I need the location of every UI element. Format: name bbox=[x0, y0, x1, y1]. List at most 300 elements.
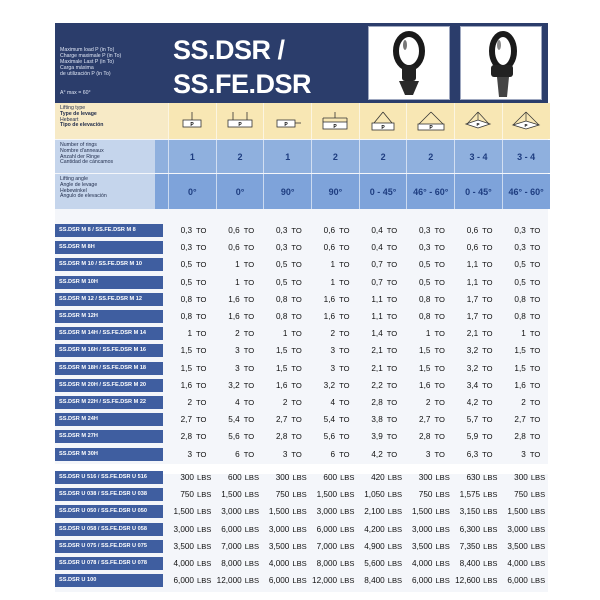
load-cell bbox=[454, 504, 502, 519]
rings-label: Cantidad de cáncamos bbox=[60, 159, 114, 166]
load-cell bbox=[502, 223, 550, 238]
product-code: SS.DSR U 038 / SS.FE.DSR U 038 bbox=[55, 488, 163, 501]
imperial-row bbox=[55, 556, 548, 571]
load-cell bbox=[263, 292, 311, 307]
load-unit: TO bbox=[386, 277, 398, 287]
load-value: 1,1 bbox=[371, 312, 383, 321]
load-cell bbox=[454, 257, 502, 272]
load-unit: TO bbox=[339, 398, 350, 407]
load-value: 4,000 bbox=[173, 559, 194, 568]
load-value: 0,3 bbox=[514, 226, 526, 235]
load-unit: LBS bbox=[435, 473, 450, 482]
load-unit: TO bbox=[529, 398, 541, 407]
load-cell bbox=[502, 573, 550, 588]
load-unit: TO bbox=[243, 294, 255, 304]
load-unit: LBS bbox=[483, 490, 498, 500]
load-cell bbox=[263, 223, 311, 238]
load-unit: TO bbox=[196, 346, 207, 356]
double-side-lift-icon bbox=[320, 110, 350, 132]
load-value: 6 bbox=[235, 449, 240, 459]
load-unit: LBS bbox=[340, 576, 355, 586]
metric-row bbox=[55, 240, 548, 255]
load-cell bbox=[263, 447, 311, 462]
load-value: 0,5 bbox=[514, 260, 526, 270]
load-cell bbox=[263, 487, 311, 502]
load-unit: LBS bbox=[530, 559, 546, 568]
load-unit: TO bbox=[339, 380, 350, 390]
load-cell bbox=[216, 412, 264, 427]
metric-row bbox=[55, 361, 548, 376]
load-value: 2,1 bbox=[466, 329, 479, 339]
load-value: 0,8 bbox=[514, 312, 526, 321]
load-cell bbox=[311, 309, 359, 324]
load-value: 0,8 bbox=[419, 294, 431, 304]
load-value: 2,2 bbox=[371, 380, 383, 390]
load-unit: LBS bbox=[244, 524, 260, 534]
load-value: 1,050 bbox=[364, 490, 385, 500]
load-cell bbox=[216, 539, 264, 554]
load-value: 2,100 bbox=[364, 507, 385, 517]
lifting-type-cell bbox=[406, 103, 454, 139]
load-unit: TO bbox=[243, 380, 255, 390]
load-unit: TO bbox=[386, 260, 398, 270]
load-value: 1 bbox=[282, 329, 288, 339]
load-unit: TO bbox=[339, 415, 350, 425]
load-value: 0,3 bbox=[275, 243, 288, 253]
load-value: 3 bbox=[330, 363, 336, 373]
load-value: 3 bbox=[521, 449, 526, 459]
load-unit: TO bbox=[386, 329, 398, 339]
load-value: 3,000 bbox=[316, 507, 338, 517]
load-unit: LBS bbox=[387, 490, 403, 500]
load-value: 0,7 bbox=[371, 260, 383, 270]
load-value: 0,6 bbox=[228, 226, 240, 235]
load-unit: TO bbox=[386, 398, 398, 407]
load-unit: LBS bbox=[435, 576, 450, 586]
load-unit: TO bbox=[196, 277, 207, 287]
load-unit: TO bbox=[339, 432, 350, 442]
load-unit: TO bbox=[196, 312, 207, 321]
load-unit: TO bbox=[291, 277, 302, 287]
load-value: 1,7 bbox=[466, 312, 479, 321]
swivel-eyebolt-icon bbox=[369, 27, 449, 99]
load-cell bbox=[311, 395, 359, 410]
load-unit: LBS bbox=[197, 576, 212, 586]
product-code: SS.DSR M 12H bbox=[55, 310, 163, 323]
load-cell bbox=[502, 522, 550, 537]
load-value: 3 bbox=[235, 363, 240, 373]
load-unit: LBS bbox=[244, 490, 260, 500]
lifting-type-row bbox=[55, 103, 548, 139]
load-cell bbox=[216, 361, 264, 376]
load-value: 6,000 bbox=[221, 524, 242, 534]
load-value: 2,7 bbox=[514, 415, 526, 425]
load-value: 1,1 bbox=[466, 277, 479, 287]
load-unit: LBS bbox=[387, 524, 403, 534]
load-values bbox=[168, 556, 550, 571]
load-value: 3,000 bbox=[411, 524, 433, 534]
load-unit: TO bbox=[291, 346, 302, 356]
title-line-1: SS.DSR / bbox=[173, 35, 285, 65]
load-cell bbox=[359, 361, 407, 376]
load-cell bbox=[168, 275, 216, 290]
lifting-type-cell bbox=[502, 103, 550, 139]
load-values bbox=[168, 487, 550, 502]
load-cell bbox=[168, 326, 216, 341]
load-value: 300 bbox=[275, 473, 290, 482]
metric-row bbox=[55, 378, 548, 393]
load-cell bbox=[216, 429, 264, 444]
angle-label: Lifting angle bbox=[60, 176, 88, 182]
rings-value: 1 bbox=[263, 140, 311, 173]
load-cell bbox=[406, 326, 454, 341]
load-cell bbox=[359, 292, 407, 307]
load-unit: LBS bbox=[387, 541, 403, 551]
load-value: 1 bbox=[235, 260, 240, 270]
product-code: SS.DSR M 16H / SS.FE.DSR M 16 bbox=[55, 344, 163, 357]
svg-text:P: P bbox=[476, 122, 480, 127]
load-cell bbox=[263, 361, 311, 376]
load-value: 0,7 bbox=[371, 277, 383, 287]
load-value: 0,3 bbox=[419, 243, 431, 253]
load-cell bbox=[406, 275, 454, 290]
load-value: 2 bbox=[187, 398, 192, 407]
rings-values bbox=[168, 140, 550, 173]
load-value: 1,5 bbox=[419, 346, 431, 356]
load-cell bbox=[359, 539, 407, 554]
angle-value: 46° - 60° bbox=[502, 174, 550, 209]
load-unit: TO bbox=[386, 432, 398, 442]
load-unit: TO bbox=[434, 226, 445, 235]
load-value: 4,000 bbox=[268, 559, 290, 568]
load-cell bbox=[406, 361, 454, 376]
svg-text:P: P bbox=[333, 124, 338, 130]
metric-row bbox=[55, 326, 548, 341]
load-value: 1,5 bbox=[514, 346, 526, 356]
load-cell bbox=[168, 240, 216, 255]
load-unit: TO bbox=[243, 277, 255, 287]
rings-value: 2 bbox=[406, 140, 454, 173]
max-load-label: Charge maximale P (in To) bbox=[60, 53, 122, 60]
load-cell bbox=[359, 223, 407, 238]
load-value: 1 bbox=[330, 277, 336, 287]
load-unit: TO bbox=[529, 243, 541, 253]
load-value: 0,5 bbox=[419, 260, 431, 270]
load-cell bbox=[502, 539, 550, 554]
load-unit: LBS bbox=[483, 576, 498, 586]
load-unit: TO bbox=[196, 398, 207, 407]
product-code: SS.DSR M 27H bbox=[55, 430, 163, 443]
load-unit: LBS bbox=[292, 490, 307, 500]
angle-value: 90° bbox=[311, 174, 359, 209]
two-leg-sling-60-icon bbox=[416, 110, 446, 132]
load-value: 2,1 bbox=[371, 363, 383, 373]
load-unit: LBS bbox=[197, 559, 212, 568]
load-unit: LBS bbox=[197, 524, 212, 534]
load-cell bbox=[454, 275, 502, 290]
load-cell bbox=[216, 292, 264, 307]
load-value: 3,500 bbox=[507, 541, 528, 551]
load-cell bbox=[311, 412, 359, 427]
load-cell bbox=[168, 539, 216, 554]
load-value: 1,5 bbox=[514, 363, 526, 373]
load-value: 2 bbox=[521, 398, 526, 407]
load-unit: TO bbox=[291, 432, 302, 442]
svg-text:P: P bbox=[238, 122, 242, 128]
load-unit: LBS bbox=[292, 541, 307, 551]
load-cell bbox=[454, 487, 502, 502]
load-cell bbox=[216, 240, 264, 255]
load-value: 0,8 bbox=[419, 312, 431, 321]
max-load-label: Maximum load P (in To) bbox=[60, 47, 115, 53]
load-cell bbox=[406, 539, 454, 554]
load-cell bbox=[406, 292, 454, 307]
load-value: 5,4 bbox=[228, 415, 240, 425]
load-value: 0,8 bbox=[180, 294, 192, 304]
load-unit: TO bbox=[482, 226, 493, 235]
load-unit: TO bbox=[243, 329, 255, 339]
load-value: 3,2 bbox=[228, 380, 240, 390]
product-code: SS.DSR M 12 / SS.FE.DSR M 12 bbox=[55, 293, 163, 306]
rings-value: 1 bbox=[168, 140, 216, 173]
load-cell bbox=[216, 378, 264, 393]
load-cell bbox=[406, 240, 454, 255]
load-cell bbox=[502, 326, 550, 341]
load-unit: TO bbox=[196, 449, 207, 459]
metric-row bbox=[55, 447, 548, 462]
load-value: 4,900 bbox=[364, 541, 385, 551]
multi-leg-sling-45-icon bbox=[463, 110, 493, 132]
load-unit: TO bbox=[339, 260, 350, 270]
load-value: 750 bbox=[275, 490, 290, 500]
load-unit: TO bbox=[243, 415, 255, 425]
load-unit: TO bbox=[529, 449, 541, 459]
load-cell bbox=[168, 378, 216, 393]
product-code: SS.DSR U 516 / SS.FE.DSR U 516 bbox=[55, 471, 163, 484]
load-value: 3,9 bbox=[371, 432, 383, 442]
load-unit: LBS bbox=[435, 541, 450, 551]
imperial-row bbox=[55, 504, 548, 519]
load-cell bbox=[311, 275, 359, 290]
load-value: 0,3 bbox=[514, 243, 526, 253]
load-value: 2,8 bbox=[180, 432, 192, 442]
load-cell bbox=[502, 309, 550, 324]
product-code: SS.DSR M 22H / SS.FE.DSR M 22 bbox=[55, 396, 163, 409]
load-value: 1,500 bbox=[411, 507, 433, 517]
load-cell bbox=[263, 395, 311, 410]
load-unit: TO bbox=[339, 363, 350, 373]
metric-row bbox=[55, 429, 548, 444]
double-vertical-lift-icon bbox=[225, 110, 255, 132]
load-cell bbox=[216, 447, 264, 462]
load-value: 1 bbox=[235, 277, 240, 287]
load-cell bbox=[454, 429, 502, 444]
load-value: 0,3 bbox=[180, 226, 192, 235]
load-unit: TO bbox=[339, 346, 350, 356]
load-value: 1,6 bbox=[180, 380, 192, 390]
load-cell bbox=[359, 470, 407, 485]
load-value: 6,300 bbox=[459, 524, 481, 534]
eyebolt-photo-1 bbox=[368, 26, 450, 100]
load-value: 300 bbox=[180, 473, 194, 482]
load-value: 1,6 bbox=[275, 380, 288, 390]
angle-label: Hebewinkel bbox=[60, 187, 87, 194]
load-unit: TO bbox=[482, 380, 493, 390]
load-value: 2 bbox=[330, 329, 336, 339]
load-value: 5,600 bbox=[364, 559, 385, 568]
svg-text:P: P bbox=[190, 122, 195, 128]
load-value: 1,6 bbox=[228, 294, 240, 304]
load-unit: LBS bbox=[387, 507, 403, 517]
load-value: 1,500 bbox=[507, 507, 528, 517]
imperial-row bbox=[55, 573, 548, 588]
load-unit: TO bbox=[529, 277, 541, 287]
load-value: 0,5 bbox=[275, 277, 288, 287]
load-unit: TO bbox=[434, 398, 445, 407]
load-unit: LBS bbox=[197, 541, 212, 551]
load-value: 7,000 bbox=[316, 541, 338, 551]
load-unit: TO bbox=[339, 312, 350, 321]
load-value: 1,5 bbox=[180, 363, 192, 373]
load-value: 1,5 bbox=[275, 363, 288, 373]
load-value: 2,8 bbox=[275, 432, 288, 442]
load-unit: LBS bbox=[530, 541, 546, 551]
load-values bbox=[168, 240, 550, 255]
load-value: 1 bbox=[330, 260, 336, 270]
load-unit: LBS bbox=[435, 559, 450, 568]
load-value: 630 bbox=[466, 473, 481, 482]
load-value: 0,3 bbox=[275, 226, 288, 235]
load-value: 6,000 bbox=[411, 576, 433, 586]
angle-value: 46° - 60° bbox=[406, 174, 454, 209]
load-unit: TO bbox=[434, 329, 445, 339]
load-unit: TO bbox=[529, 363, 541, 373]
eyebolt-photo-2 bbox=[460, 26, 542, 100]
load-cell bbox=[454, 470, 502, 485]
load-value: 3,2 bbox=[466, 363, 479, 373]
load-unit: TO bbox=[291, 312, 302, 321]
load-unit: LBS bbox=[292, 507, 307, 517]
load-unit: TO bbox=[243, 432, 255, 442]
product-code: SS.DSR M 14H / SS.FE.DSR M 14 bbox=[55, 327, 163, 340]
load-unit: TO bbox=[529, 432, 541, 442]
load-value: 4,000 bbox=[507, 559, 528, 568]
lifting-type-cell bbox=[263, 103, 311, 139]
load-cell bbox=[454, 223, 502, 238]
load-unit: TO bbox=[386, 312, 398, 321]
product-code: SS.DSR M 24H bbox=[55, 413, 163, 426]
load-cell bbox=[168, 429, 216, 444]
svg-text:P: P bbox=[429, 125, 433, 131]
load-cell bbox=[216, 309, 264, 324]
metric-row bbox=[55, 395, 548, 410]
load-value: 0,6 bbox=[466, 226, 479, 235]
load-cell bbox=[454, 573, 502, 588]
load-value: 6,000 bbox=[173, 576, 194, 586]
load-value: 0,8 bbox=[275, 294, 288, 304]
load-unit: LBS bbox=[530, 490, 546, 500]
load-value: 0,5 bbox=[275, 260, 288, 270]
max-load-label: Maximale Last P (in To) bbox=[60, 59, 115, 66]
product-code: SS.DSR M 30H bbox=[55, 448, 163, 461]
load-unit: LBS bbox=[340, 490, 355, 500]
load-cell bbox=[406, 487, 454, 502]
load-values bbox=[168, 275, 550, 290]
load-unit: TO bbox=[434, 415, 445, 425]
two-leg-sling-45-icon bbox=[368, 110, 398, 132]
angle-values bbox=[168, 174, 550, 209]
load-value: 5,9 bbox=[466, 432, 479, 442]
load-unit: TO bbox=[291, 226, 302, 235]
lifting-type-label: Type de levage bbox=[60, 110, 97, 117]
product-code: SS.DSR U 078 / SS.FE.DSR U 078 bbox=[55, 557, 163, 570]
load-unit: TO bbox=[434, 294, 445, 304]
angle-value: 0 - 45° bbox=[454, 174, 502, 209]
load-unit: TO bbox=[434, 312, 445, 321]
load-unit: TO bbox=[291, 363, 302, 373]
load-unit: TO bbox=[291, 449, 302, 459]
load-value: 1,6 bbox=[419, 380, 431, 390]
load-unit: LBS bbox=[340, 541, 355, 551]
load-unit: LBS bbox=[292, 576, 307, 586]
rings-value: 2 bbox=[311, 140, 359, 173]
load-unit: LBS bbox=[530, 507, 546, 517]
load-values bbox=[168, 395, 550, 410]
load-unit: TO bbox=[291, 260, 302, 270]
load-value: 4,2 bbox=[371, 449, 383, 459]
load-cell bbox=[406, 522, 454, 537]
load-value: 4,000 bbox=[411, 559, 433, 568]
load-unit: TO bbox=[339, 277, 350, 287]
load-values bbox=[168, 292, 550, 307]
load-unit: LBS bbox=[483, 541, 498, 551]
load-cell bbox=[454, 240, 502, 255]
load-unit: TO bbox=[482, 294, 493, 304]
lifting-type-cell bbox=[311, 103, 359, 139]
load-cell bbox=[263, 378, 311, 393]
load-unit: LBS bbox=[530, 524, 546, 534]
load-cell bbox=[502, 504, 550, 519]
load-cell bbox=[311, 522, 359, 537]
load-unit: TO bbox=[386, 415, 398, 425]
load-values bbox=[168, 378, 550, 393]
load-cell bbox=[263, 309, 311, 324]
load-value: 3,500 bbox=[173, 541, 194, 551]
load-value: 0,4 bbox=[371, 226, 383, 235]
load-value: 0,6 bbox=[323, 243, 336, 253]
load-cell bbox=[263, 504, 311, 519]
load-value: 3,8 bbox=[371, 415, 383, 425]
product-code: SS.DSR M 18H / SS.FE.DSR M 18 bbox=[55, 362, 163, 375]
load-value: 1 bbox=[425, 329, 431, 339]
load-value: 600 bbox=[228, 473, 242, 482]
load-unit: LBS bbox=[197, 490, 212, 500]
load-cell bbox=[359, 257, 407, 272]
load-value: 750 bbox=[514, 490, 528, 500]
lifting-angle-labels bbox=[55, 174, 155, 209]
load-value: 600 bbox=[323, 473, 338, 482]
max-load-label: de utilización P (in To) bbox=[60, 71, 111, 78]
load-cell bbox=[406, 309, 454, 324]
load-unit: TO bbox=[434, 432, 445, 442]
load-cell bbox=[454, 522, 502, 537]
load-unit: TO bbox=[291, 329, 302, 339]
single-vertical-lift-icon bbox=[177, 110, 207, 132]
load-value: 0,6 bbox=[466, 243, 479, 253]
svg-text:P: P bbox=[284, 122, 288, 128]
load-cell bbox=[263, 556, 311, 571]
load-unit: TO bbox=[529, 260, 541, 270]
